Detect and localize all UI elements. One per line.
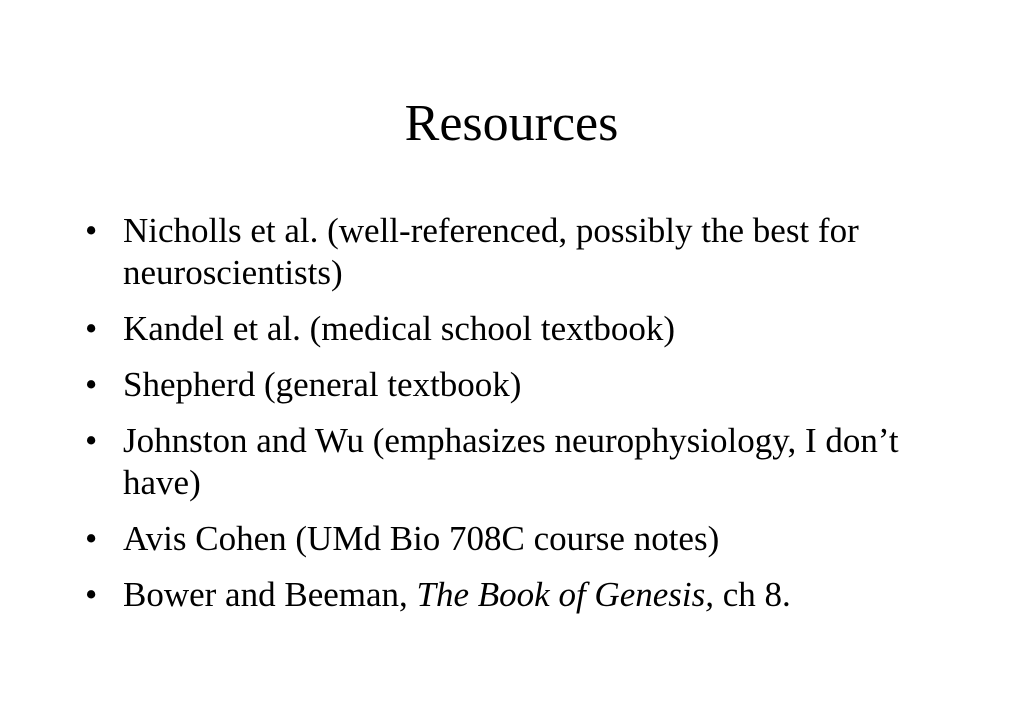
list-item-text-start: Bower and Beeman, <box>123 575 417 614</box>
list-item-text: Shepherd (general textbook) <box>123 365 522 404</box>
bullet-icon: • <box>85 365 98 404</box>
list-item-text: Kandel et al. (medical school textbook) <box>123 309 676 348</box>
book-title: The Book of Genesis, <box>416 575 714 614</box>
list-item-text: Nicholls et al. (well-referenced, possibly the best for neuroscientists) <box>123 211 859 292</box>
bullet-icon: • <box>85 421 98 460</box>
list-item <box>85 518 965 560</box>
bullet-icon: • <box>85 211 98 250</box>
list-item <box>85 210 965 294</box>
list-item <box>85 364 965 406</box>
list-item-text: Avis Cohen (UMd Bio 708C course notes) <box>123 519 720 558</box>
list-item-text-end: ch 8. <box>713 575 791 614</box>
list-item <box>85 574 965 616</box>
list-item <box>85 420 965 504</box>
list-item-text: Johnston and Wu (emphasizes neurophysiology, I don’t have) <box>123 421 899 502</box>
bullet-icon: • <box>85 309 98 348</box>
resource-list <box>85 210 965 630</box>
bullet-icon: • <box>85 575 98 614</box>
bullet-icon: • <box>85 519 98 558</box>
slide-title: Resources <box>404 95 619 152</box>
list-item <box>85 308 965 350</box>
